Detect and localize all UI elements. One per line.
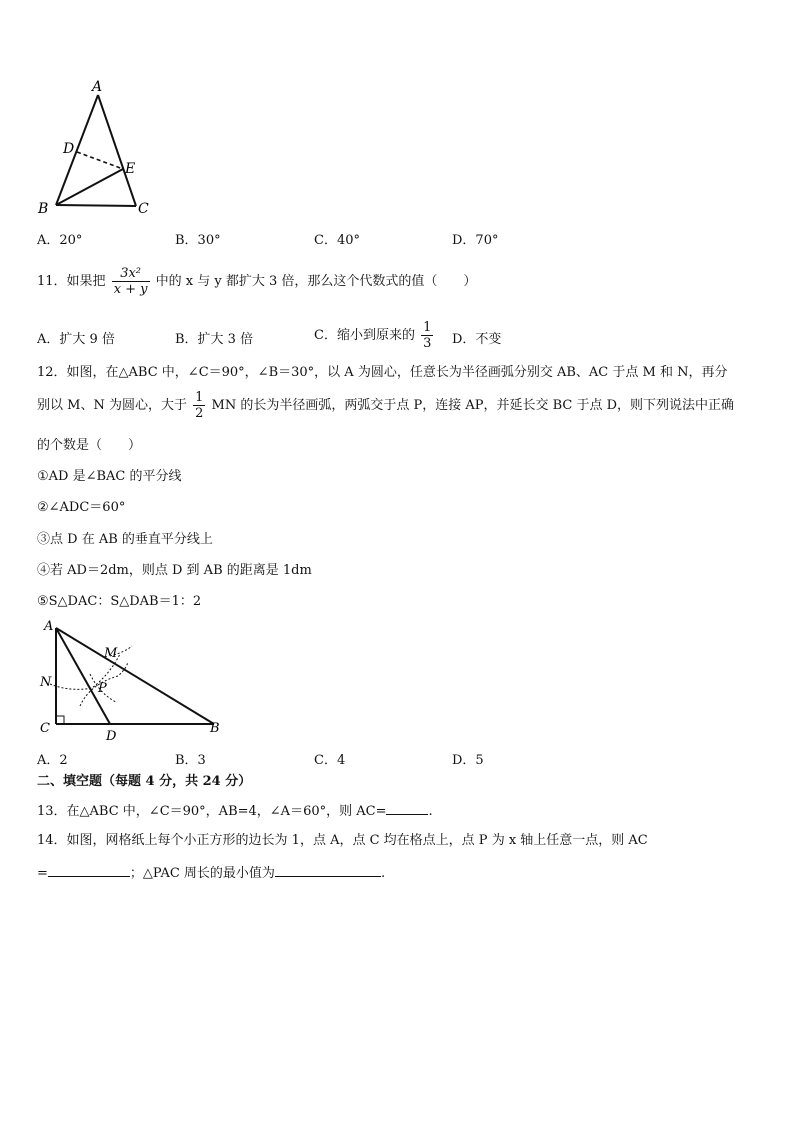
q12-line1: 12．如图，在△ABC 中，∠C＝90°，∠B＝30°，以 A 为圆心，任意长为半径画弧分别交 AB、AC 于点 M 和 N，再分	[37, 365, 728, 380]
label-c: C	[40, 721, 50, 736]
q12-option-c: C．4	[314, 753, 346, 768]
q11-option-c	[314, 320, 435, 351]
label-a: A	[92, 79, 103, 95]
label-n: N	[40, 675, 52, 690]
label-a: A	[44, 619, 54, 634]
q14-line2b: ；△PAC 周长的最小值为	[129, 866, 275, 881]
q11-option-c-den: 3	[423, 336, 432, 351]
side-ac	[98, 95, 136, 206]
section-heading: 二、填空题（每题 4 分，共 24 分）	[37, 774, 252, 789]
q12-option-d: D．5	[452, 753, 484, 768]
label-d: D	[106, 729, 117, 744]
q12-frac-num: 1	[195, 390, 204, 405]
q12-fraction	[193, 390, 205, 421]
segment-de	[77, 152, 123, 169]
q12-item-2: ②∠ADC＝60°	[37, 500, 126, 515]
q12-line3: 的个数是（ ）	[37, 438, 142, 453]
q10-option-c: C．40°	[314, 233, 360, 248]
q14-end: .	[380, 866, 386, 881]
q14-line2a: =	[37, 866, 48, 881]
q13-text: 13．在△ABC 中，∠C＝90°，AB=4，∠A＝60°，则 AC=	[37, 804, 387, 819]
q10-option-d: D．70°	[452, 233, 499, 248]
side-ab	[56, 628, 214, 724]
q11-fraction	[112, 266, 150, 297]
q14-blank-ac[interactable]	[48, 862, 130, 877]
q11-option-d: D．不变	[452, 332, 502, 347]
q12-option-a: A．2	[37, 753, 68, 768]
q13-answer-blank[interactable]	[386, 800, 428, 815]
q14-blank-perimeter[interactable]	[275, 862, 381, 877]
label-d: D	[63, 141, 75, 157]
q10-option-b: B．30°	[175, 233, 221, 248]
right-angle-mark	[56, 716, 64, 724]
bisector-ad	[56, 628, 110, 724]
q10-option-a: A．20°	[37, 233, 83, 248]
q12-frac-den: 2	[195, 406, 204, 421]
label-p: P	[98, 681, 107, 696]
q12-line2	[37, 390, 734, 421]
q11-option-c-num: 1	[423, 320, 432, 335]
q13-end: .	[428, 804, 433, 819]
q12-option-b: B．3	[175, 753, 206, 768]
q11-option-a: A．扩大 9 倍	[37, 332, 115, 347]
label-m: M	[104, 646, 118, 661]
q11-option-c-frac	[421, 320, 433, 351]
q11-option-b: B．扩大 3 倍	[175, 332, 254, 347]
q14-line2	[37, 862, 385, 884]
label-e: E	[125, 161, 136, 177]
q13-stem	[37, 800, 433, 822]
q12-item-3: ③点 D 在 AB 的垂直平分线上	[37, 532, 213, 547]
q12-item-5: ⑤S△DAC：S△DAB＝1：2	[37, 594, 202, 609]
q12-line2b: MN 的长为半径画弧，两弧交于点 P，连接 AP，并延长交 BC 于点 D，则下列说法中正确	[211, 398, 735, 413]
q11-stem	[37, 266, 476, 297]
q10-figure	[30, 75, 160, 220]
q12-item-1: ①AD 是∠BAC 的平分线	[37, 469, 182, 484]
label-b: B	[38, 201, 49, 217]
q14-line1: 14．如图，网格纸上每个小正方形的边长为 1，点 A，点 C 均在格点上，点 P 为 x 轴上任意一点，则 AC	[37, 833, 648, 848]
q11-option-c-text: C．缩小到原来的	[314, 328, 415, 343]
q11-frac-num: 3x²	[112, 266, 150, 282]
q11-frac-den: x + y	[113, 282, 148, 297]
label-c: C	[138, 201, 149, 217]
segment-be	[56, 169, 123, 205]
q12-item-4: ④若 AD＝2dm，则点 D 到 AB 的距离是 1dm	[37, 563, 312, 578]
q11-prefix: 11．如果把	[37, 274, 106, 289]
q11-suffix: 中的 x 与 y 都扩大 3 倍，那么这个代数式的值（ ）	[155, 274, 477, 289]
label-b: B	[210, 721, 220, 736]
q12-line2a: 别以 M、N 为圆心，大于	[37, 398, 187, 413]
q12-figure	[30, 614, 230, 744]
side-bc	[56, 205, 136, 206]
